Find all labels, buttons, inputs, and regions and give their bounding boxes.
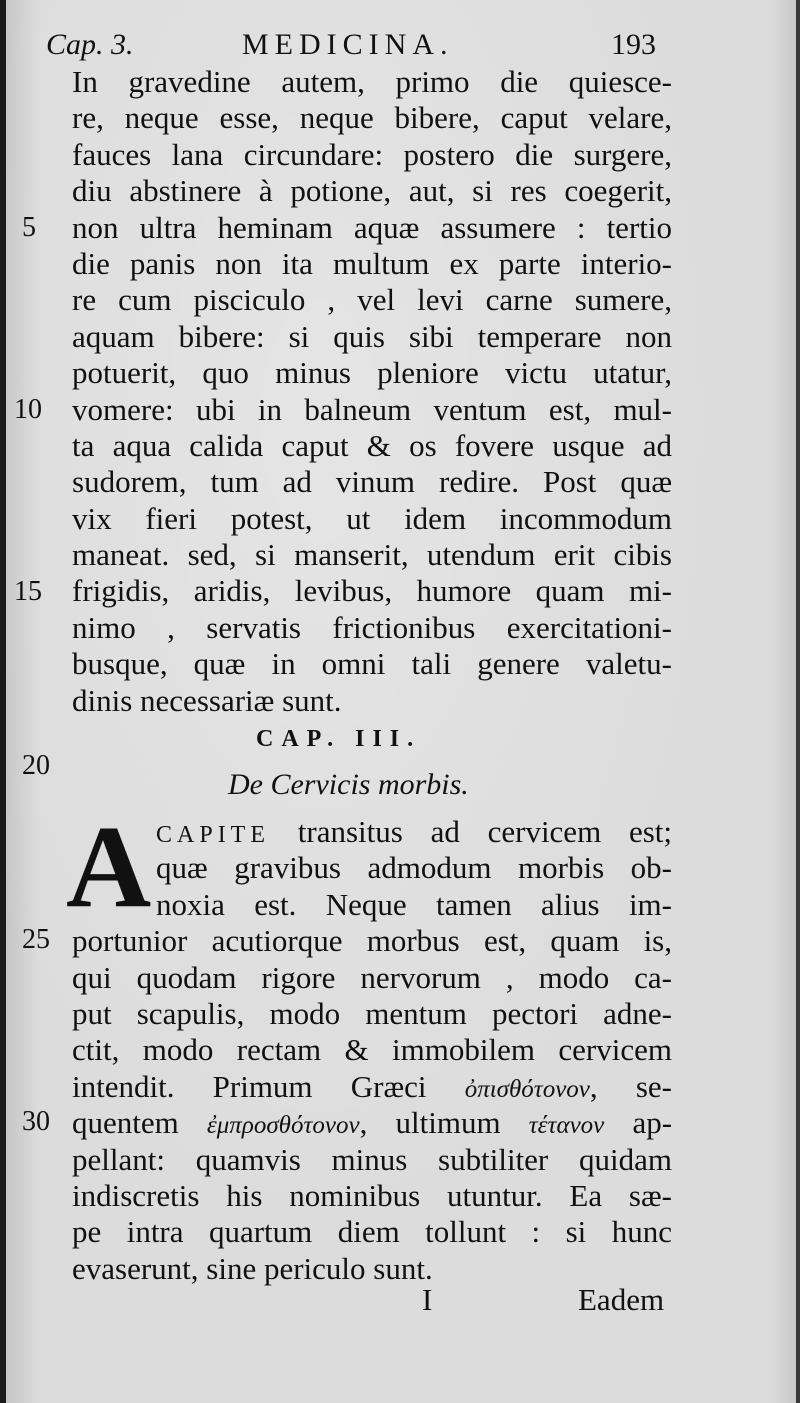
greek-word: ἐμπροσθότονον (206, 1112, 360, 1140)
text-line (156, 814, 672, 850)
line-number: 5 (22, 212, 36, 243)
text-line: non ultra heminam aquæ assumere : tertio (72, 209, 672, 245)
paragraph-cervix (72, 814, 672, 1287)
text-line: fauces lana circundare: postero die surgere, (72, 136, 672, 172)
line-number: 25 (22, 924, 50, 955)
text-line: potuerit, quo minus pleniore victu utatur, (72, 355, 672, 391)
text-span: transitus ad cervicem est; (297, 814, 672, 849)
line-number: 30 (22, 1106, 50, 1137)
running-head (46, 28, 656, 68)
text-span: ap- (632, 1105, 673, 1141)
text-line (72, 1069, 672, 1105)
text-line: qui quodam rigore nervorum , modo ca- (72, 959, 672, 995)
text-line: maneat. sed, si manserit, utendum erit cibis (72, 537, 672, 573)
text-line: frigidis, aridis, levibus, humore quam mi- (72, 573, 672, 609)
page-number: 193 (611, 28, 656, 61)
running-head-title: MEDICINA. (242, 28, 454, 61)
greek-word: τέτανον (528, 1112, 605, 1140)
chapter-heading: CAP. III. (256, 726, 422, 752)
text-line: In gravedine autem, primo die quiesce- (72, 64, 672, 99)
paragraph-gravedo (72, 64, 672, 719)
text-line: pellant: quamvis minus subtiliter quidam (72, 1141, 672, 1177)
line-number: 20 (22, 750, 50, 781)
text-line: die panis non ita multum ex parte interio- (72, 245, 672, 281)
small-caps-word: CAPITE (156, 822, 270, 848)
text-line: ctit, modo rectam & immobilem cervicem (72, 1032, 672, 1068)
line-number: 15 (14, 576, 42, 607)
catchword: Eadem (578, 1282, 665, 1317)
text-line: diu abstinere à potione, aut, si res coegerit, (72, 173, 672, 209)
greek-word: ὀπισθότονον (464, 1075, 590, 1103)
text-span: , se- (589, 1068, 673, 1104)
drop-cap: A (66, 801, 152, 932)
text-span: quentem (72, 1105, 179, 1141)
text-line: busque, quæ in omni tali genere valetu- (72, 646, 672, 682)
running-head-chapter: Cap. 3. (46, 28, 134, 61)
signature-mark: I (422, 1282, 433, 1317)
text-line: dinis necessariæ sunt. (72, 682, 342, 718)
text-line: re cum pisciculo , vel levi carne sumere, (72, 282, 672, 318)
line-number: 10 (14, 394, 42, 425)
page-edge-left (0, 0, 6, 1403)
chapter-title: De Cervicis morbis. (228, 768, 469, 801)
text-line: portunior acutiorque morbus est, quam is, (72, 923, 672, 959)
text-line: quæ gravibus admodum morbis ob- (156, 850, 672, 886)
text-line: aquam bibere: si quis sibi temperare non (72, 318, 672, 354)
text-line: put scapulis, modo mentum pectori adne- (72, 995, 672, 1031)
text-line: sudorem, tum ad vinum redire. Post quæ (72, 464, 672, 500)
text-line: noxia est. Neque tamen alius im- (156, 886, 672, 922)
text-line: pe intra quartum diem tollunt : si hunc (72, 1214, 672, 1250)
text-line: vix fieri potest, ut idem incommodum (72, 500, 672, 536)
text-line: vomere: ubi in balneum ventum est, mul- (72, 391, 672, 427)
text-line: indiscretis his nominibus utuntur. Ea sæ- (72, 1177, 672, 1213)
page-edge-right (796, 0, 800, 1403)
text-line (72, 1105, 672, 1141)
text-span: , ultimum (359, 1105, 501, 1141)
text-line: evaserunt, sine periculo sunt. (72, 1250, 433, 1286)
text-line: re, neque esse, neque bibere, caput velare, (72, 100, 672, 136)
text-line: nimo , servatis frictionibus exercitationi- (72, 609, 672, 645)
text-line: ta aqua calida caput & os fovere usque ad (72, 427, 672, 463)
text-span: intendit. Primum Græci (72, 1068, 427, 1104)
